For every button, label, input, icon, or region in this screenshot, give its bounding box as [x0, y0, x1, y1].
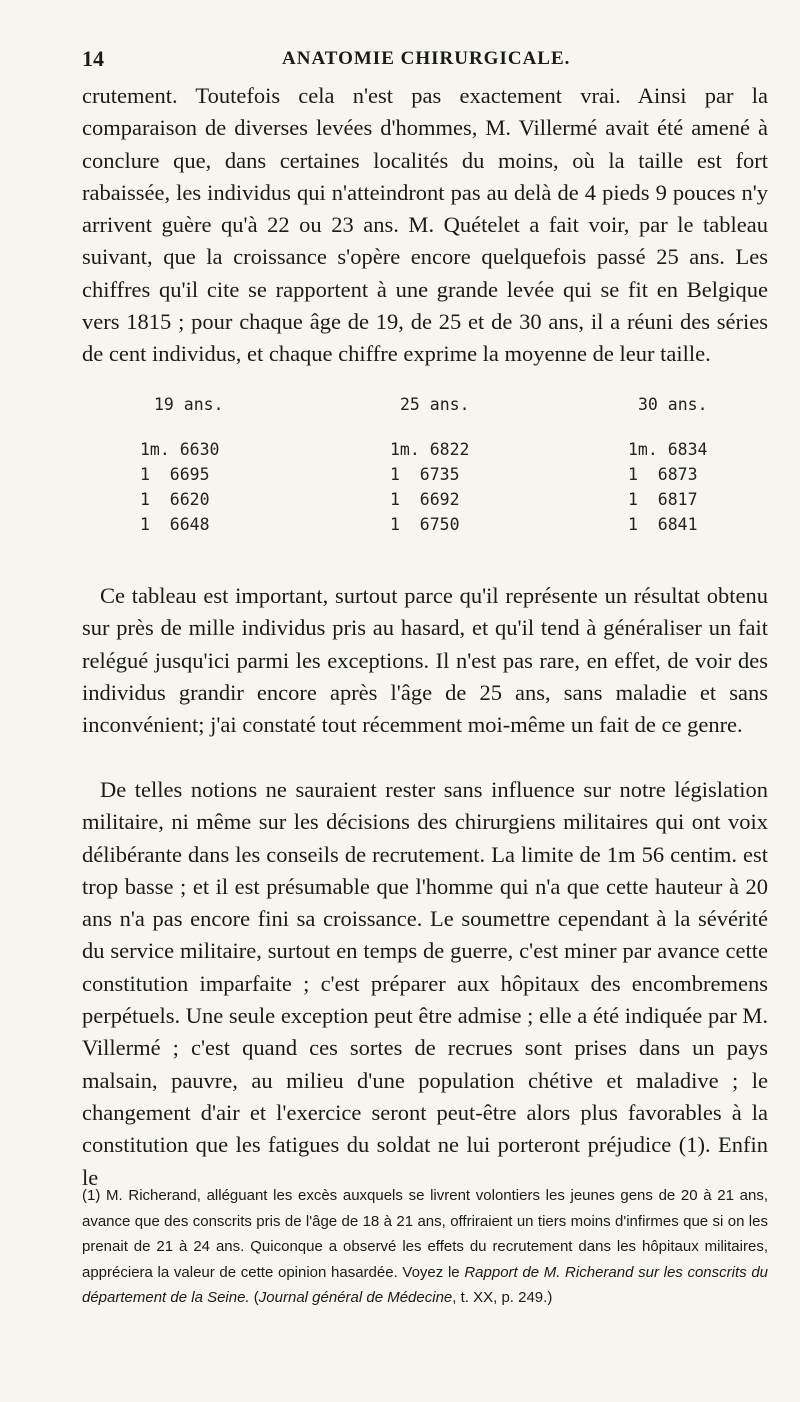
page-header — [82, 46, 740, 76]
paragraph-1: crutement. Toutefois cela n'est pas exactement vrai. Ainsi par la comparaison de diverses levées d'hommes, M. Villermé avait été amené à conclure que, dans certaines localités du moins, où la taille est fort rabaissée, les individus qui n'atteindront pas au delà de 4 pieds 9 pouces n'y arrivent guère qu'à 22 ou 23 ans. M. Quételet a fait voir, par le tableau suivant, que la croissance s'opère encore quelquefois passé 25 ans. Les chiffres qu'il cite se rapportent à une grande levée qui se fit en Belgique vers 1815 ; pour chaque âge de 19, de 25 et de 30 ans, il a réuni des séries de cent individus, et chaque chiffre exprime la moyenne de leur taille. — [82, 83, 768, 367]
footnote-text: M. Richerand, alléguant les excès auxquels se livrent volontiers les jeunes gens de 20 à 21 ans, avance que des conscrits pris de l'âge de 18 à 21 ans, offriraient un tiers moins d'infirmes que si on les prenait de 21 à 24 ans. Quiconque a observé les effets du recrutement dans les hôpitaux militaires, appréciera la valeur de cette opinion hasardée. Voyez le — [82, 1187, 769, 1281]
footnote-marker: (1) — [82, 1187, 101, 1204]
footnote-reference: Rapport de M. Richerand sur les conscrits du département de la Seine. — [82, 1263, 769, 1306]
table-header: 25 ans. — [400, 395, 470, 414]
footnote-journal: Journal général de Médecine — [258, 1289, 453, 1306]
table-cell: 1 6695 — [140, 465, 210, 484]
table-cell: 1m. 6822 — [390, 440, 470, 459]
table-cell: 1 6750 — [390, 515, 460, 534]
footnote-citation: , t. XX, p. 249.) — [452, 1289, 553, 1306]
table-cell: 1 6620 — [140, 490, 210, 509]
running-title: ANATOMIE CHIRURGICALE. — [282, 48, 571, 69]
table-cell: 1m. 6630 — [140, 440, 220, 459]
table-cell: 1 6692 — [390, 490, 460, 509]
table-cell: 1 6648 — [140, 515, 210, 534]
footnote-paren: ( — [253, 1289, 259, 1306]
table-cell: 1 6735 — [390, 465, 460, 484]
table-cell: 1 6841 — [628, 515, 698, 534]
table-header: 19 ans. — [154, 395, 224, 414]
paragraph-2: Ce tableau est important, surtout parce qu'il représente un résultat obtenu sur près de mille individus pris au hasard, et qu'il tend à généraliser un fait relégué jusqu'ici parmi les exceptions. Il n'est pas rare, en effet, de voir des individus grandir encore après l'âge de 25 ans, sans maladie et sans inconvénient; j'ai constaté tout récemment moi-même un fait de ce genre. — [82, 583, 768, 738]
paragraph-3: De telles notions ne sauraient rester sans influence sur notre législation militaire, ni même sur les décisions des chirurgiens militaires qui ont voix délibérante dans les conseils de recrutement. La limite de 1m 56 centim. est trop basse ; et il est présumable que l'homme qui n'a que cette hauteur à 20 ans n'a pas encore fini sa croissance. Le soumettre cependant à la sévérité du service militaire, surtout en temps de guerre, c'est miner par avance cette constitution imparfaite ; c'est préparer aux hôpitaux des encombremens perpétuels. Une seule exception peut être admise ; elle a été indiquée par M. Villermé ; c'est quand ces sortes de recrues sont prises dans un pays malsain, pauvre, au milieu d'une population chétive et maladive ; le changement d'air et l'exercice seront peut-être alors plus favorables à la constitution que les fatigues du soldat ne lui porteront préjudice (1). Enfin le — [82, 777, 768, 1190]
table-cell: 1m. 6834 — [628, 440, 708, 459]
table-cell: 1 6817 — [628, 490, 698, 509]
table-cell: 1 6873 — [628, 465, 698, 484]
footnote — [82, 1183, 768, 1311]
page-number: 14 — [82, 46, 104, 71]
table-header: 30 ans. — [638, 395, 708, 414]
